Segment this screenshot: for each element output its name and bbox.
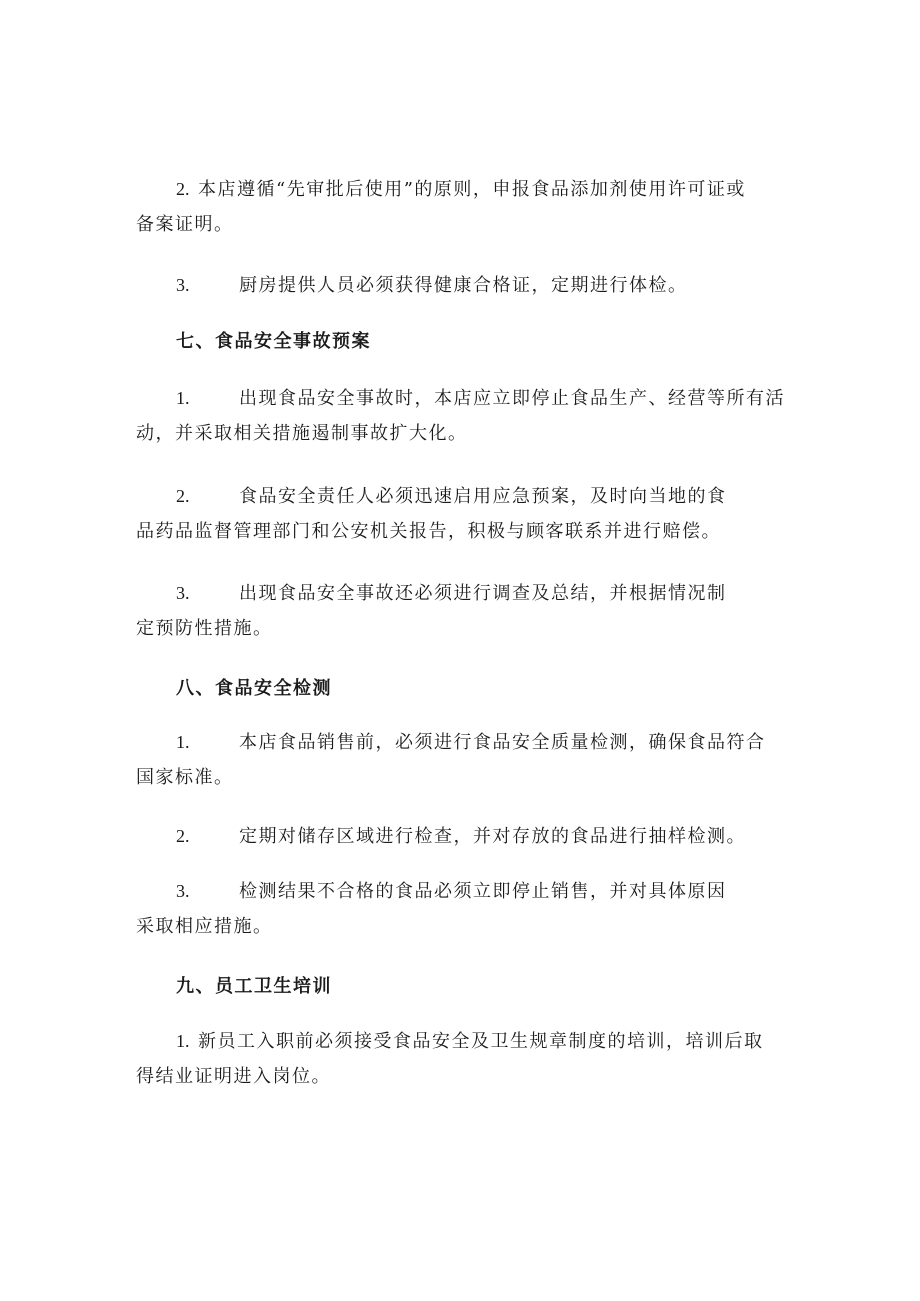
item-number: 3.	[176, 881, 190, 901]
paragraph-text: 本店遵循“先审批后使用”的原则，申报食品添加剂使用许可证或	[198, 179, 746, 200]
item-number: 2.	[176, 486, 190, 506]
paragraph-7-1	[136, 381, 796, 451]
paragraph-text: 备案证明。	[136, 214, 234, 235]
item-number: 1.	[176, 388, 190, 408]
section-heading-9: 九、员工卫生培训	[176, 976, 332, 997]
paragraph-text: 品药品监督管理部门和公安机关报告，积极与顾客联系并进行赔偿。	[136, 521, 721, 542]
paragraph-text: 动，并采取相关措施遏制事故扩大化。	[136, 423, 468, 444]
paragraph-text: 出现食品安全事故时，本店应立即停止食品生产、经营等所有活	[239, 388, 785, 409]
paragraph-text: 本店食品销售前，必须进行食品安全质量检测，确保食品符合	[239, 732, 766, 753]
paragraph-8-2	[136, 819, 796, 854]
item-number: 2.	[176, 179, 190, 199]
paragraph-text: 采取相应措施。	[136, 916, 273, 937]
paragraph-3-health-certificate	[136, 268, 796, 303]
item-number: 3.	[176, 275, 190, 295]
paragraph-text: 食品安全责任人必须迅速启用应急预案，及时向当地的食	[239, 486, 727, 507]
item-number: 2.	[176, 826, 190, 846]
item-number: 1.	[176, 732, 190, 752]
paragraph-text: 定预防性措施。	[136, 618, 273, 639]
paragraph-text: 厨房提供人员必须获得健康合格证，定期进行体检。	[239, 275, 688, 296]
paragraph-text: 定期对储存区域进行检查，并对存放的食品进行抽样检测。	[239, 826, 746, 847]
section-heading-8: 八、食品安全检测	[176, 678, 332, 699]
paragraph-text: 新员工入职前必须接受食品安全及卫生规章制度的培训，培训后取	[198, 1031, 764, 1052]
paragraph-7-3	[136, 576, 796, 646]
paragraph-text: 检测结果不合格的食品必须立即停止销售，并对具体原因	[239, 881, 727, 902]
item-number: 1.	[176, 1031, 190, 1051]
section-heading-7: 七、食品安全事故预案	[176, 331, 371, 352]
paragraph-8-3	[136, 874, 796, 944]
paragraph-2-additive-approval	[136, 172, 796, 242]
paragraph-text: 得结业证明进入岗位。	[136, 1066, 331, 1087]
paragraph-8-1	[136, 725, 796, 795]
paragraph-text: 出现食品安全事故还必须进行调查及总结，并根据情况制	[239, 583, 727, 604]
item-number: 3.	[176, 583, 190, 603]
paragraph-7-2	[136, 479, 796, 549]
paragraph-text: 国家标准。	[136, 767, 234, 788]
paragraph-9-1	[136, 1024, 796, 1094]
